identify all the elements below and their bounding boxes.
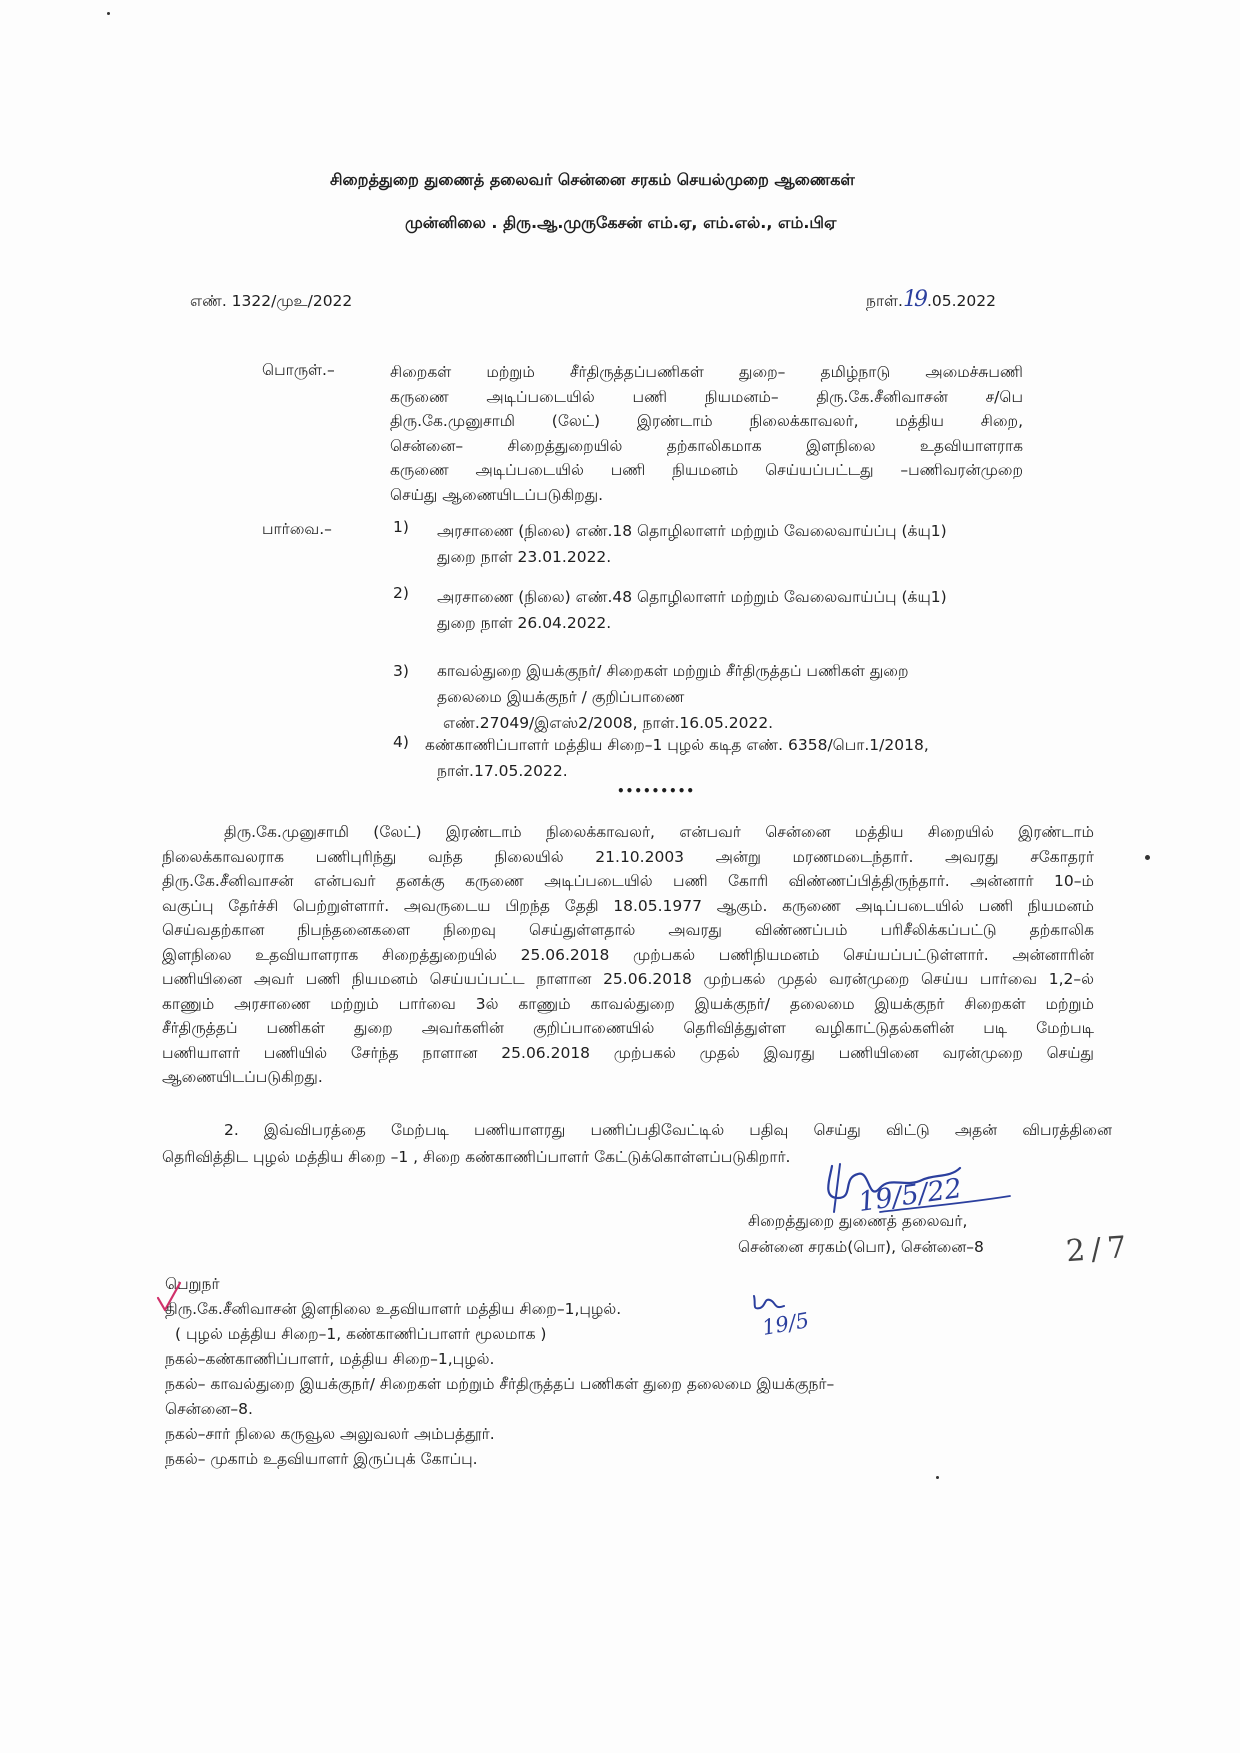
reference-line: தலைமை இயக்குநர் / குறிப்பாணை	[437, 688, 685, 706]
reference-number-2: 2)	[393, 584, 409, 602]
reference-line: கண்காணிப்பாளர் மத்திய சிறை–1 புழல் கடித எண். 6358/பொ.1/2018,	[425, 736, 929, 754]
recipient-list	[165, 1297, 834, 1472]
signatory-office: சென்னை சரகம்(பொ), சென்னை–8	[738, 1238, 984, 1256]
reference-line: துறை நாள் 23.01.2022.	[437, 548, 612, 566]
body-line: தெரிவித்திட புழல் மத்திய சிறை –1 , சிறை கண்காணிப்பாளர் கேட்டுக்கொள்ளப்படுகிறார்.	[162, 1148, 791, 1166]
subject-line: செய்து ஆணையிடப்படுகிறது.	[390, 485, 604, 504]
recipient-line: நகல்–கண்காணிப்பாளர், மத்திய சிறை–1,புழல்.	[165, 1350, 495, 1368]
reference-line: எண்.27049/இஎஸ்2/2008, நாள்.16.05.2022.	[443, 714, 774, 732]
body-line: காணும் அரசாணை மற்றும் பார்வை 3ல் காணும் காவல்துறை இயக்குநர்/ தலைமை இயக்குநர் சிறைகள் மற்றும்	[162, 994, 1094, 1013]
recipient-line: ( புழல் மத்திய சிறை–1, கண்காணிப்பாளர் மூலமாக )	[175, 1325, 547, 1343]
reference-line: நாள்.17.05.2022.	[437, 762, 568, 780]
reference-line: காவல்துறை இயக்குநர்/ சிறைகள் மற்றும் சீர்திருத்தப் பணிகள் துறை	[437, 662, 909, 680]
body-line: 2. இவ்விபரத்தை மேற்படி பணியாளரது பணிப்பதிவேட்டில் பதிவு செய்து விட்டு அதன் விபரத்தினை	[224, 1121, 1112, 1139]
subject-line: கருணை அடிப்படையில் பணி நியமனம் செய்யப்பட்டது –பணிவரன்முறை	[390, 461, 1023, 479]
presence-line: முன்னிலை . திரு.ஆ.முருகேசன் எம்.ஏ, எம்.எல்., எம்.பிஏ	[405, 213, 837, 232]
date-suffix: .05.2022	[926, 292, 996, 310]
body-line: திரு.கே.முனுசாமி (லேட்) இரண்டாம் நிலைக்காவலர், என்பவர் சென்னை மத்திய சிறையில் இரண்டாம்	[224, 823, 1094, 841]
date-prefix: நாள்.	[866, 292, 903, 310]
signatory-designation: சிறைத்துறை துணைத் தலைவர்,	[748, 1212, 968, 1230]
recipient-line: நகல்– முகாம் உதவியாளர் இருப்புக் கோப்பு.	[165, 1450, 478, 1468]
subject-line: சிறைகள் மற்றும் சீர்திருத்தப்பணிகள் துறை– தமிழ்நாடு அமைச்சுபணி	[390, 363, 1023, 381]
body-line: இளநிலை உதவியாளராக சிறைத்துறையில் 25.06.2018 முற்பகல் பணிநியமனம் செய்யப்பட்டுள்ளார். அன்னாரின்	[162, 945, 1094, 964]
body-line: வகுப்பு தேர்ச்சி பெற்றுள்ளார். அவருடைய பிறந்த தேதி 18.05.1977 ஆகும். கருணை அடிப்படையில் பணி நியமனம்	[162, 896, 1094, 915]
subject-line: திரு.கே.முனுசாமி (லேட்) இரண்டாம் நிலைக்காவலர், மத்திய சிறை,	[390, 412, 1023, 430]
body-line: நிலைக்காவலராக பணிபுரிந்து வந்த நிலையில் 21.10.2003 அன்று மரணமடைந்தார். அவரது சகோதரர்	[162, 847, 1094, 866]
margin-note: 2/7	[1064, 1229, 1134, 1270]
recipient-line: நகல்–சார் நிலை கருவூல அலுவலர் அம்பத்தூர்.	[165, 1425, 495, 1443]
body-line: ஆணையிடப்படுகிறது.	[162, 1068, 323, 1086]
recipients-label: பெறுநர்	[165, 1275, 220, 1293]
body-line: சீர்திருத்தப் பணிகள் துறை அவர்களின் குறிப்பாணையில் தெரிவித்துள்ள வழிகாட்டுதல்களின் படி மேற்படி	[162, 1019, 1094, 1037]
recipient-line: திரு.கே.சீனிவாசன் இளநிலை உதவியாளர் மத்திய சிறை–1,புழல்.	[165, 1300, 622, 1318]
scan-speck	[1145, 855, 1150, 860]
recipient-line: சென்னை–8.	[165, 1400, 253, 1418]
scan-speck	[936, 1476, 939, 1479]
reference-number-1: 1)	[393, 518, 409, 536]
scan-speck	[107, 12, 110, 15]
reference-item-2	[437, 584, 947, 636]
reference-item-3	[437, 658, 909, 736]
recipient-line: நகல்– காவல்துறை இயக்குநர்/ சிறைகள் மற்றும் சீர்திருத்தப் பணிகள் துறை தலைமை இயக்குநர்–	[165, 1375, 835, 1393]
body-line: திரு.கே.சீனிவாசன் என்பவர் தனக்கு கருணை அடிப்படையில் பணி கோரி விண்ணப்பித்திருந்தார். அன்னார் 10–ம்	[162, 872, 1094, 890]
page-title: சிறைத்துறை துணைத் தலைவர் சென்னை சரகம் செயல்முறை ஆணைகள்	[330, 170, 855, 189]
blue-handwritten-note: 19/5	[760, 1308, 811, 1340]
reference-number-4: 4)	[393, 733, 409, 751]
reference-line: துறை நாள் 26.04.2022.	[437, 614, 612, 632]
body-line: பணியினை அவர் பணி நியமனம் செய்யப்பட்ட நாளான 25.06.2018 முற்பகல் முதல் வரன்முறை செய்ய பார்வை 1,2–ல்	[162, 970, 1094, 988]
subject-line: கருணை அடிப்படையில் பணி நியமனம்– திரு.கே.சீனிவாசன் ச/பெ	[390, 387, 1023, 406]
body-line: செய்வதற்கான நிபந்தனைகளை நிறைவு செய்துள்ளதால் அவரது விண்ணப்பம் பரிசீலிக்கப்பட்டு தற்காலிக	[162, 921, 1094, 939]
body-paragraph-1	[162, 820, 1094, 1090]
order-date	[866, 287, 996, 312]
reference-number-3: 3)	[393, 662, 409, 680]
body-line: பணியாளர் பணியில் சேர்ந்த நாளான 25.06.2018 முற்பகல் முதல் இவரது பணியினை வரன்முறை செய்து	[162, 1043, 1094, 1062]
reference-line: அரசாணை (நிலை) எண்.18 தொழிலாளர் மற்றும் வேலைவாய்ப்பு (க்யு1)	[437, 522, 947, 540]
signature-handwritten-date: 19/5/22	[856, 1172, 964, 1219]
reference-item-4	[425, 732, 929, 784]
reference-line: அரசாணை (நிலை) எண்.48 தொழிலாளர் மற்றும் வேலைவாய்ப்பு (க்யு1)	[437, 588, 947, 606]
subject-label: பொருள்.–	[262, 361, 335, 379]
reference-item-1	[437, 518, 947, 570]
section-separator: •••••••••	[617, 784, 696, 798]
reference-number: எண். 1322/முஉ/2022	[190, 292, 353, 310]
references-label: பார்வை.–	[262, 520, 332, 538]
subject-text	[390, 360, 1023, 507]
subject-line: சென்னை– சிறைத்துறையில் தற்காலிகமாக இளநிலை உதவியாளராக	[390, 436, 1023, 455]
date-handwritten: 19	[902, 287, 925, 312]
